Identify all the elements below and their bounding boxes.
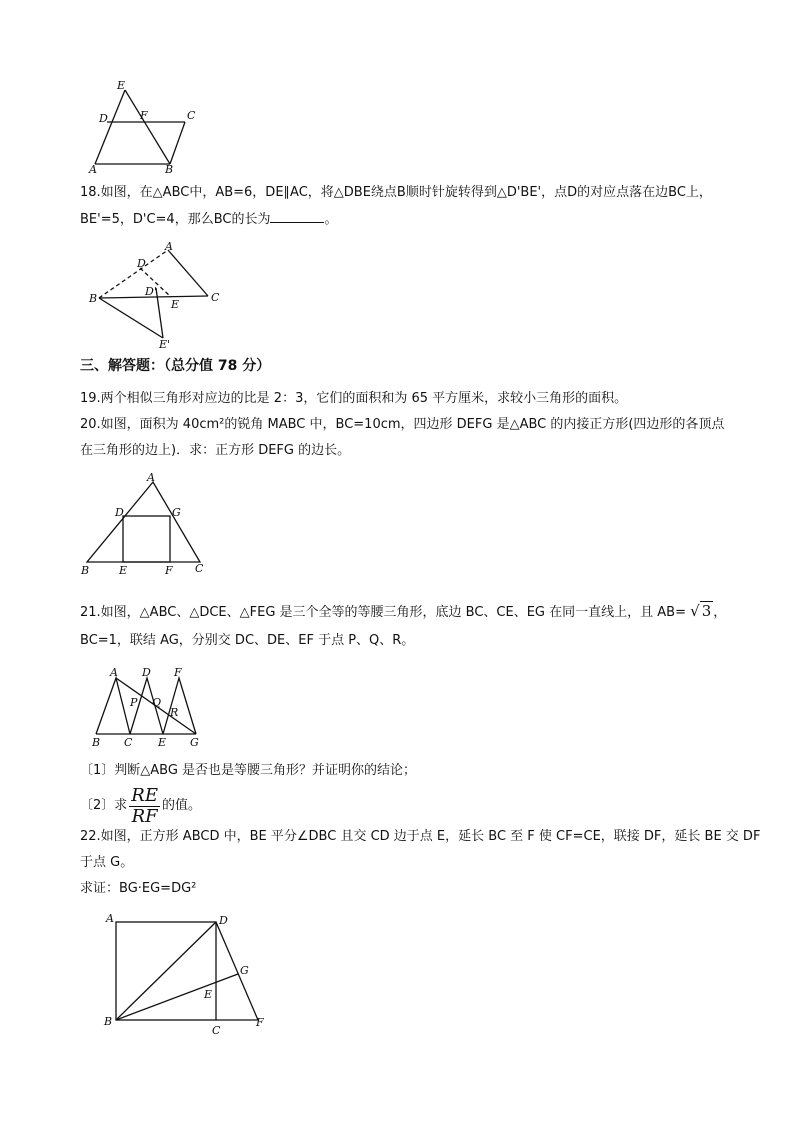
section-title: 三、解答题：（总分值 78 分）	[80, 358, 271, 374]
figure-q22	[100, 908, 280, 1038]
label-C: C	[211, 291, 220, 304]
label-F: F	[174, 666, 182, 679]
label-B: B	[81, 564, 90, 577]
label-C: C	[195, 562, 204, 575]
label-D-prime: D'	[145, 285, 157, 298]
label-D: D	[142, 666, 151, 679]
figure-q18	[85, 240, 235, 350]
label-A: A	[89, 163, 97, 176]
sqrt-value: 3	[701, 602, 712, 620]
label-D: D	[115, 506, 124, 519]
label-F: F	[140, 109, 148, 122]
label-F: F	[256, 1016, 264, 1029]
q21-line1-text: 21.如图，△ABC、△DCE、△FEG 是三个全等的等腰三角形，底边 BC、CE、EG 在同一直线上，且 AB=	[80, 605, 686, 620]
label-R: R	[170, 706, 179, 719]
q21-sub2-end: 的值。	[161, 798, 201, 813]
label-A: A	[147, 471, 155, 484]
label-B: B	[92, 736, 101, 749]
label-B: B	[165, 163, 174, 176]
label-A: A	[106, 912, 114, 925]
q21-sub2-text: 〔2〕求	[80, 798, 128, 813]
label-C: C	[212, 1024, 221, 1037]
q19-text: 19.两个相似三角形对应边的比是 2：3，它们的面积和为 65 平方厘米，求较小三角形的面积。	[80, 391, 628, 406]
label-E-prime: E'	[159, 338, 171, 350]
answer-blank	[270, 210, 324, 223]
label-D: D	[99, 112, 108, 125]
fraction-numerator: RE	[131, 784, 158, 806]
q21-line1	[80, 602, 726, 622]
label-G: G	[240, 964, 249, 977]
label-C: C	[124, 736, 133, 749]
label-D: D	[219, 914, 228, 927]
q21-line1-end: ，	[713, 605, 727, 620]
label-E: E	[158, 736, 167, 749]
sqrt-expression: √ 3	[690, 602, 712, 620]
q22-line1: 22.如图，正方形 ABCD 中，BE 平分∠DBC 且交 CD 边于点 E，延长 BC 至 F 使 CF=CE，联接 DF，延长 BE 交 DF	[80, 829, 761, 844]
label-B: B	[89, 292, 98, 305]
label-D: D	[137, 257, 146, 270]
label-P: P	[130, 696, 138, 709]
q22-line3: 求证：BG·EG=DG²	[80, 881, 197, 896]
q21-sub1: 〔1〕判断△ABG 是否也是等腰三角形？并证明你的结论；	[80, 763, 417, 778]
fraction-re-rf	[129, 786, 160, 827]
q22-line2: 于点 G。	[80, 855, 134, 870]
label-G: G	[190, 736, 199, 749]
fraction-denominator: RF	[131, 805, 158, 827]
q18-line2	[80, 210, 337, 229]
label-Q: Q	[152, 696, 162, 709]
q21-line2: BC=1，联结 AG，分别交 DC、DE、EF 于点 P、Q、R。	[80, 633, 415, 648]
figure-q21	[88, 662, 208, 752]
figure-q17	[85, 78, 205, 176]
label-E: E	[117, 79, 126, 92]
label-G: G	[172, 506, 181, 519]
label-C: C	[187, 109, 196, 122]
q21-sub2	[80, 784, 201, 828]
q18-line1: 18.如图，在△ABC中，AB=6，DE∥AC，将△DBE绕点B顺时针旋转得到△D'BE'，点D的对应点落在边BC上，	[80, 185, 712, 200]
q20-line2: 在三角形的边上)．求：正方形 DEFG 的边长。	[80, 443, 351, 458]
label-F: F	[165, 564, 173, 577]
q20-line1: 20.如图，面积为 40cm²的锐角 MABC 中，BC=10cm，四边形 DEFG 是△ABC 的内接正方形(四边形的各顶点	[80, 417, 725, 432]
label-A: A	[110, 666, 118, 679]
q18-line2-end: 。	[324, 212, 338, 227]
label-E: E	[171, 298, 180, 311]
label-B: B	[104, 1015, 113, 1028]
label-E: E	[119, 564, 128, 577]
figure-q20	[75, 470, 225, 578]
label-E: E	[204, 988, 213, 1001]
label-A: A	[165, 240, 173, 253]
q18-line2-text: BE'=5，D'C=4，那么BC的长为	[80, 212, 271, 227]
